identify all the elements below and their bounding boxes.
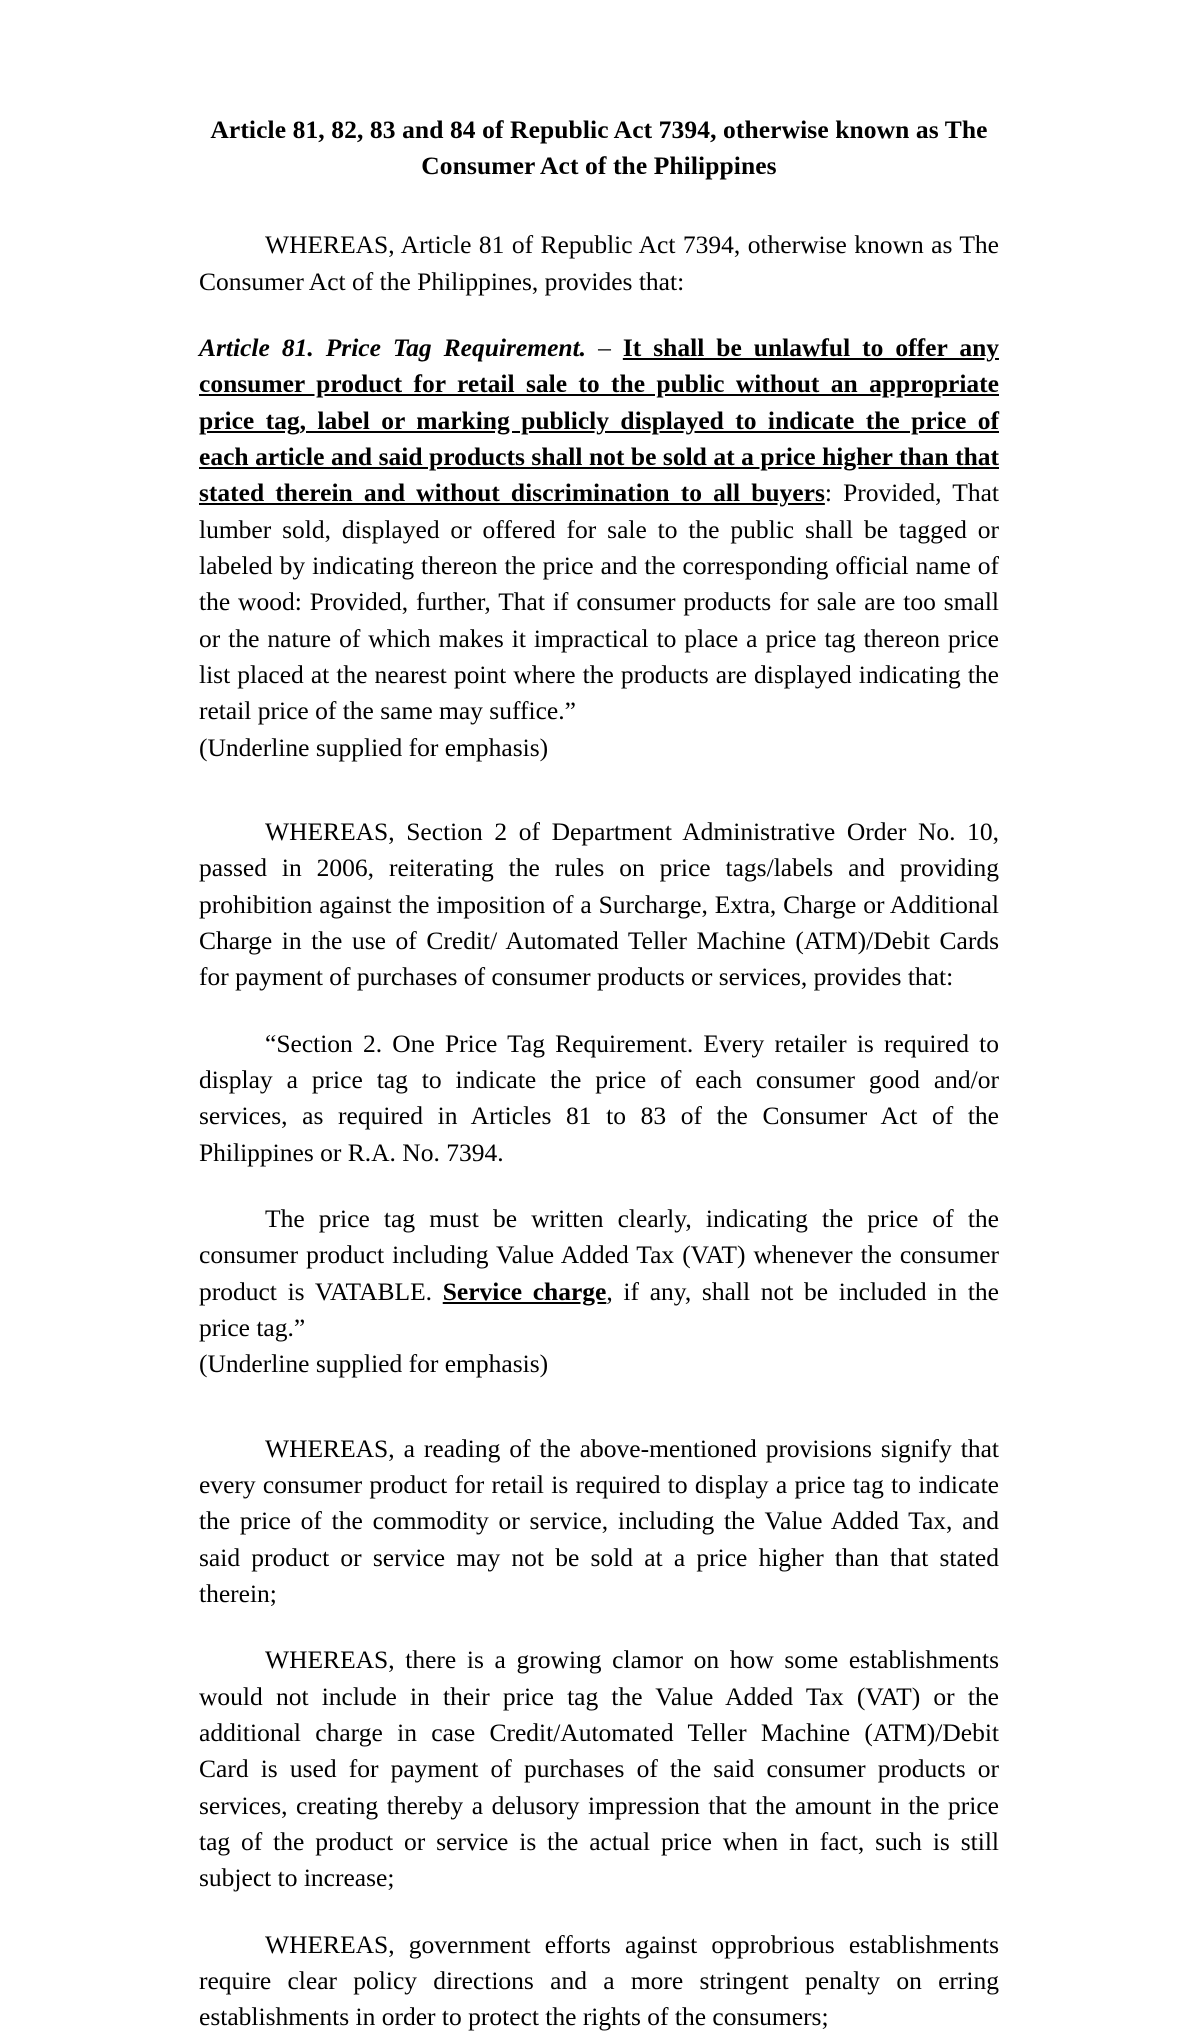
document-title-line-2: Consumer Act of the Philippines: [421, 151, 777, 181]
spacer: [199, 1612, 999, 1642]
document-title: [199, 112, 999, 184]
underline-note-2: [199, 1346, 999, 1382]
spacer: [199, 300, 999, 330]
service-charge-underlined-emphasis: Service charge: [442, 1276, 607, 1306]
spacer: [199, 1171, 999, 1201]
paragraph-price-tag-clarity: [199, 1201, 999, 1346]
underline-note-1: [199, 730, 999, 766]
paragraph-text: “Section 2. One Price Tag Requirement. Every retailer is required to display a price tag to indicate the price of each consumer good and/or services, as required in Articles 81 to 83 of the Consumer Act of the Philippines or R.A. No. 7394.: [199, 1028, 999, 1167]
spacer: [199, 1383, 999, 1431]
spacer: [199, 766, 999, 814]
spacer: [199, 1897, 999, 1927]
paragraph-article-81-quote: [199, 330, 999, 730]
paragraph-text-part-2: , if any, shall not be included in the price tag.”: [199, 1276, 999, 1342]
underline-note-text: (Underline supplied for emphasis): [199, 732, 549, 762]
article-81-heading: Article 81. Price Tag Requirement.: [199, 333, 587, 363]
paragraph-whereas-dao: [199, 814, 999, 996]
article-81-underlined-emphasis: It shall be unlawful to offer any consumer product for retail sale to the public without an appropriate price tag, label or marking publicly displayed to indicate the price of each article and said products shall not be sold at a price higher than that stated therein and without discrimination to all buyers: [199, 333, 999, 508]
paragraph-text: WHEREAS, Section 2 of Department Administrative Order No. 10, passed in 2006, reiterating the rules on price tags/labels and providing prohibition against the imposition of a Surcharge, Extra, Charge or Additional Charge in the use of Credit/ Automated Teller Machine (ATM)/Debit Cards for payment of purchases of consumer products or services, provides that:: [199, 817, 999, 992]
paragraph-text: WHEREAS, Article 81 of Republic Act 7394, otherwise known as The Consumer Act of the Philippines, provides that:: [199, 230, 999, 296]
spacer: [199, 184, 999, 227]
paragraph-whereas-clamor: [199, 1642, 999, 1896]
document-body: [199, 112, 999, 2036]
paragraph-text: WHEREAS, there is a growing clamor on how some establishments would not include in their price tag the Value Added Tax (VAT) or the additional charge in case Credit/Automated Teller Machine (ATM)/Debit Card is used for payment of purchases of the said consumer products or services, creating thereby a delusory impression that the amount in the price tag of the product or service is the actual price when in fact, such is still subject to increase;: [199, 1645, 999, 1893]
paragraph-whereas-article-81: [199, 227, 999, 300]
paragraph-text: WHEREAS, a reading of the above-mentioned provisions signify that every consumer product for retail is required to display a price tag to indicate the price of the commodity or service, including the Value Added Tax, and said product or service may not be sold at a price higher than that stated therein;: [199, 1433, 999, 1608]
article-81-dash: –: [586, 333, 623, 363]
paragraph-section-2-quote: [199, 1026, 999, 1171]
article-81-remainder: : Provided, That lumber sold, displayed or offered for sale to the public shall be tagged or labeled by indicating thereon the price and the corresponding official name of the wood: Provided, further, That if consumer products for sale are too small or the nature of which makes it impractical to place a price tag thereon price list placed at the nearest point where the products are displayed indicating the retail price of the same may suffice.”: [199, 478, 999, 726]
paragraph-whereas-government: [199, 1927, 999, 2036]
document-title-line-1: Article 81, 82, 83 and 84 of Republic Act 7394, otherwise known as The: [210, 115, 988, 144]
paragraph-whereas-reading: [199, 1431, 999, 1613]
paragraph-text-part-1: The price tag must be written clearly, indicating the price of the consumer product including Value Added Tax (VAT) whenever the consumer product is VATABLE.: [199, 1203, 999, 1306]
underline-note-text: (Underline supplied for emphasis): [199, 1349, 549, 1379]
spacer: [199, 996, 999, 1026]
paragraph-text: WHEREAS, government efforts against opprobrious establishments require clear policy directions and a more stringent penalty on erring establishments in order to protect the rights of the consumers;: [199, 1929, 999, 2032]
